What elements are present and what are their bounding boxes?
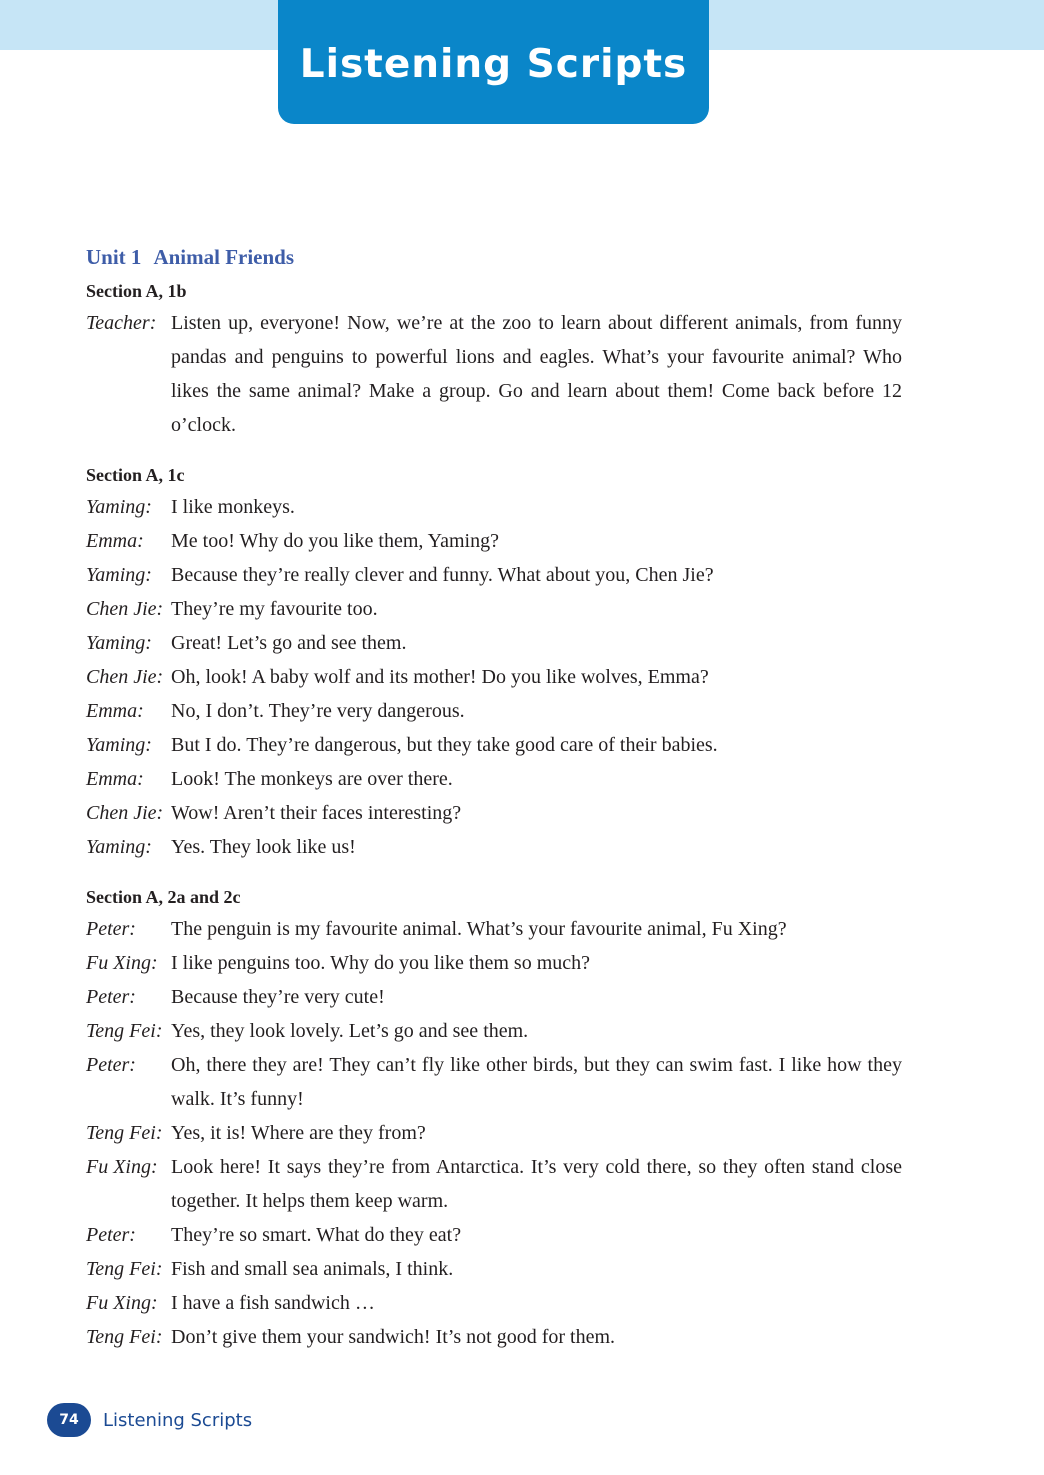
speaker-name: Yaming: — [86, 632, 152, 654]
unit-name: Animal Friends — [153, 245, 295, 269]
speaker-name: Teng Fei: — [86, 1020, 163, 1042]
dialogue-line — [86, 1150, 902, 1218]
dialogue-line — [86, 1014, 902, 1048]
speaker-name: Peter: — [86, 986, 136, 1008]
speech-text: Don’t give them your sandwich! It’s not good for them. — [171, 1326, 616, 1348]
speaker-name: Yaming: — [86, 496, 152, 518]
speech-text: Because they’re very cute! — [171, 986, 385, 1008]
section-heading: Section A, 2a and 2c — [86, 887, 241, 907]
dialogue-line — [86, 1286, 902, 1320]
dialogue-line — [86, 660, 902, 694]
page-number-badge — [47, 1403, 91, 1437]
speech-text: Oh, look! A baby wolf and its mother! Do you like wolves, Emma? — [171, 666, 709, 688]
speaker-name: Teng Fei: — [86, 1326, 163, 1348]
dialogue-line — [86, 980, 902, 1014]
dialogue-line — [86, 796, 902, 830]
dialogue-line — [86, 728, 902, 762]
speech-text: They’re so smart. What do they eat? — [171, 1224, 462, 1246]
speaker-name: Fu Xing: — [86, 1156, 158, 1178]
speech-text: Oh, there they are! They can’t fly like other birds, but they can swim fast. I like how they walk. It’s funny! — [171, 1054, 902, 1110]
section-heading: Section A, 1c — [86, 465, 185, 485]
dialogue-line — [86, 626, 902, 660]
speech-text: Look! The monkeys are over there. — [171, 768, 453, 790]
speaker-name: Emma: — [86, 530, 144, 552]
speech-text: Wow! Aren’t their faces interesting? — [171, 802, 462, 824]
dialogue-line — [86, 1218, 902, 1252]
speaker-name: Chen Jie: — [86, 802, 164, 824]
dialogue-line — [86, 306, 902, 442]
dialogue-line — [86, 830, 902, 864]
speaker-name: Teacher: — [86, 312, 157, 334]
speech-text: Me too! Why do you like them, Yaming? — [171, 530, 499, 552]
speech-text: Fish and small sea animals, I think. — [171, 1258, 454, 1280]
dialogue-line — [86, 524, 902, 558]
dialogue-line — [86, 558, 902, 592]
speech-text: I like monkeys. — [171, 496, 295, 518]
speaker-name: Peter: — [86, 1224, 136, 1246]
speaker-name: Emma: — [86, 768, 144, 790]
speaker-name: Emma: — [86, 700, 144, 722]
speaker-name: Teng Fei: — [86, 1258, 163, 1280]
unit-title — [86, 242, 902, 272]
speech-text: But I do. They’re dangerous, but they take good care of their babies. — [171, 734, 718, 756]
script-content — [86, 242, 902, 1354]
dialogue-line — [86, 912, 902, 946]
speech-text: Great! Let’s go and see them. — [171, 632, 407, 654]
speaker-name: Teng Fei: — [86, 1122, 163, 1144]
speaker-name: Yaming: — [86, 836, 152, 858]
speech-text: Because they’re really clever and funny. What about you, Chen Jie? — [171, 564, 714, 586]
speaker-name: Yaming: — [86, 564, 152, 586]
dialogue-line — [86, 490, 902, 524]
footer-label: Listening Scripts — [103, 1409, 253, 1431]
speech-text: Yes, they look lovely. Let’s go and see them. — [171, 1020, 529, 1042]
unit-number: Unit 1 — [86, 245, 142, 269]
dialogue-line — [86, 694, 902, 728]
speech-text: Yes, it is! Where are they from? — [171, 1122, 426, 1144]
dialogue-line — [86, 762, 902, 796]
dialogue-line — [86, 1048, 902, 1116]
speech-text: The penguin is my favourite animal. What’s your favourite animal, Fu Xing? — [171, 918, 787, 940]
speech-text: Listen up, everyone! Now, we’re at the zoo to learn about different animals, from funny pandas and penguins to powerful lions and eagles. What’s your favourite animal? Who likes the same animal? Make a group. Go and learn about them! Come back before 12 o’clock. — [171, 312, 902, 436]
speech-text: I like penguins too. Why do you like them so much? — [171, 952, 591, 974]
speech-text: Look here! It says they’re from Antarctica. It’s very cold there, so they often stand close together. It helps them keep warm. — [171, 1156, 902, 1212]
speech-text: No, I don’t. They’re very dangerous. — [171, 700, 465, 722]
speaker-name: Fu Xing: — [86, 1292, 158, 1314]
speech-text: I have a fish sandwich … — [171, 1292, 375, 1314]
dialogue-line — [86, 592, 902, 626]
speaker-name: Peter: — [86, 1054, 136, 1076]
speaker-name: Chen Jie: — [86, 666, 164, 688]
speech-text: Yes. They look like us! — [171, 836, 356, 858]
speaker-name: Yaming: — [86, 734, 152, 756]
speaker-name: Fu Xing: — [86, 952, 158, 974]
dialogue-line — [86, 946, 902, 980]
page-title: Listening Scripts — [299, 41, 688, 87]
section-heading: Section A, 1b — [86, 281, 187, 301]
speech-text: They’re my favourite too. — [171, 598, 378, 620]
speaker-name: Peter: — [86, 918, 136, 940]
dialogue-line — [86, 1320, 902, 1354]
page-number: 74 — [59, 1412, 79, 1428]
sections-container — [86, 276, 902, 1354]
speaker-name: Chen Jie: — [86, 598, 164, 620]
title-tab — [278, 0, 709, 124]
dialogue-line — [86, 1252, 902, 1286]
dialogue-line — [86, 1116, 902, 1150]
page-footer — [47, 1403, 252, 1437]
